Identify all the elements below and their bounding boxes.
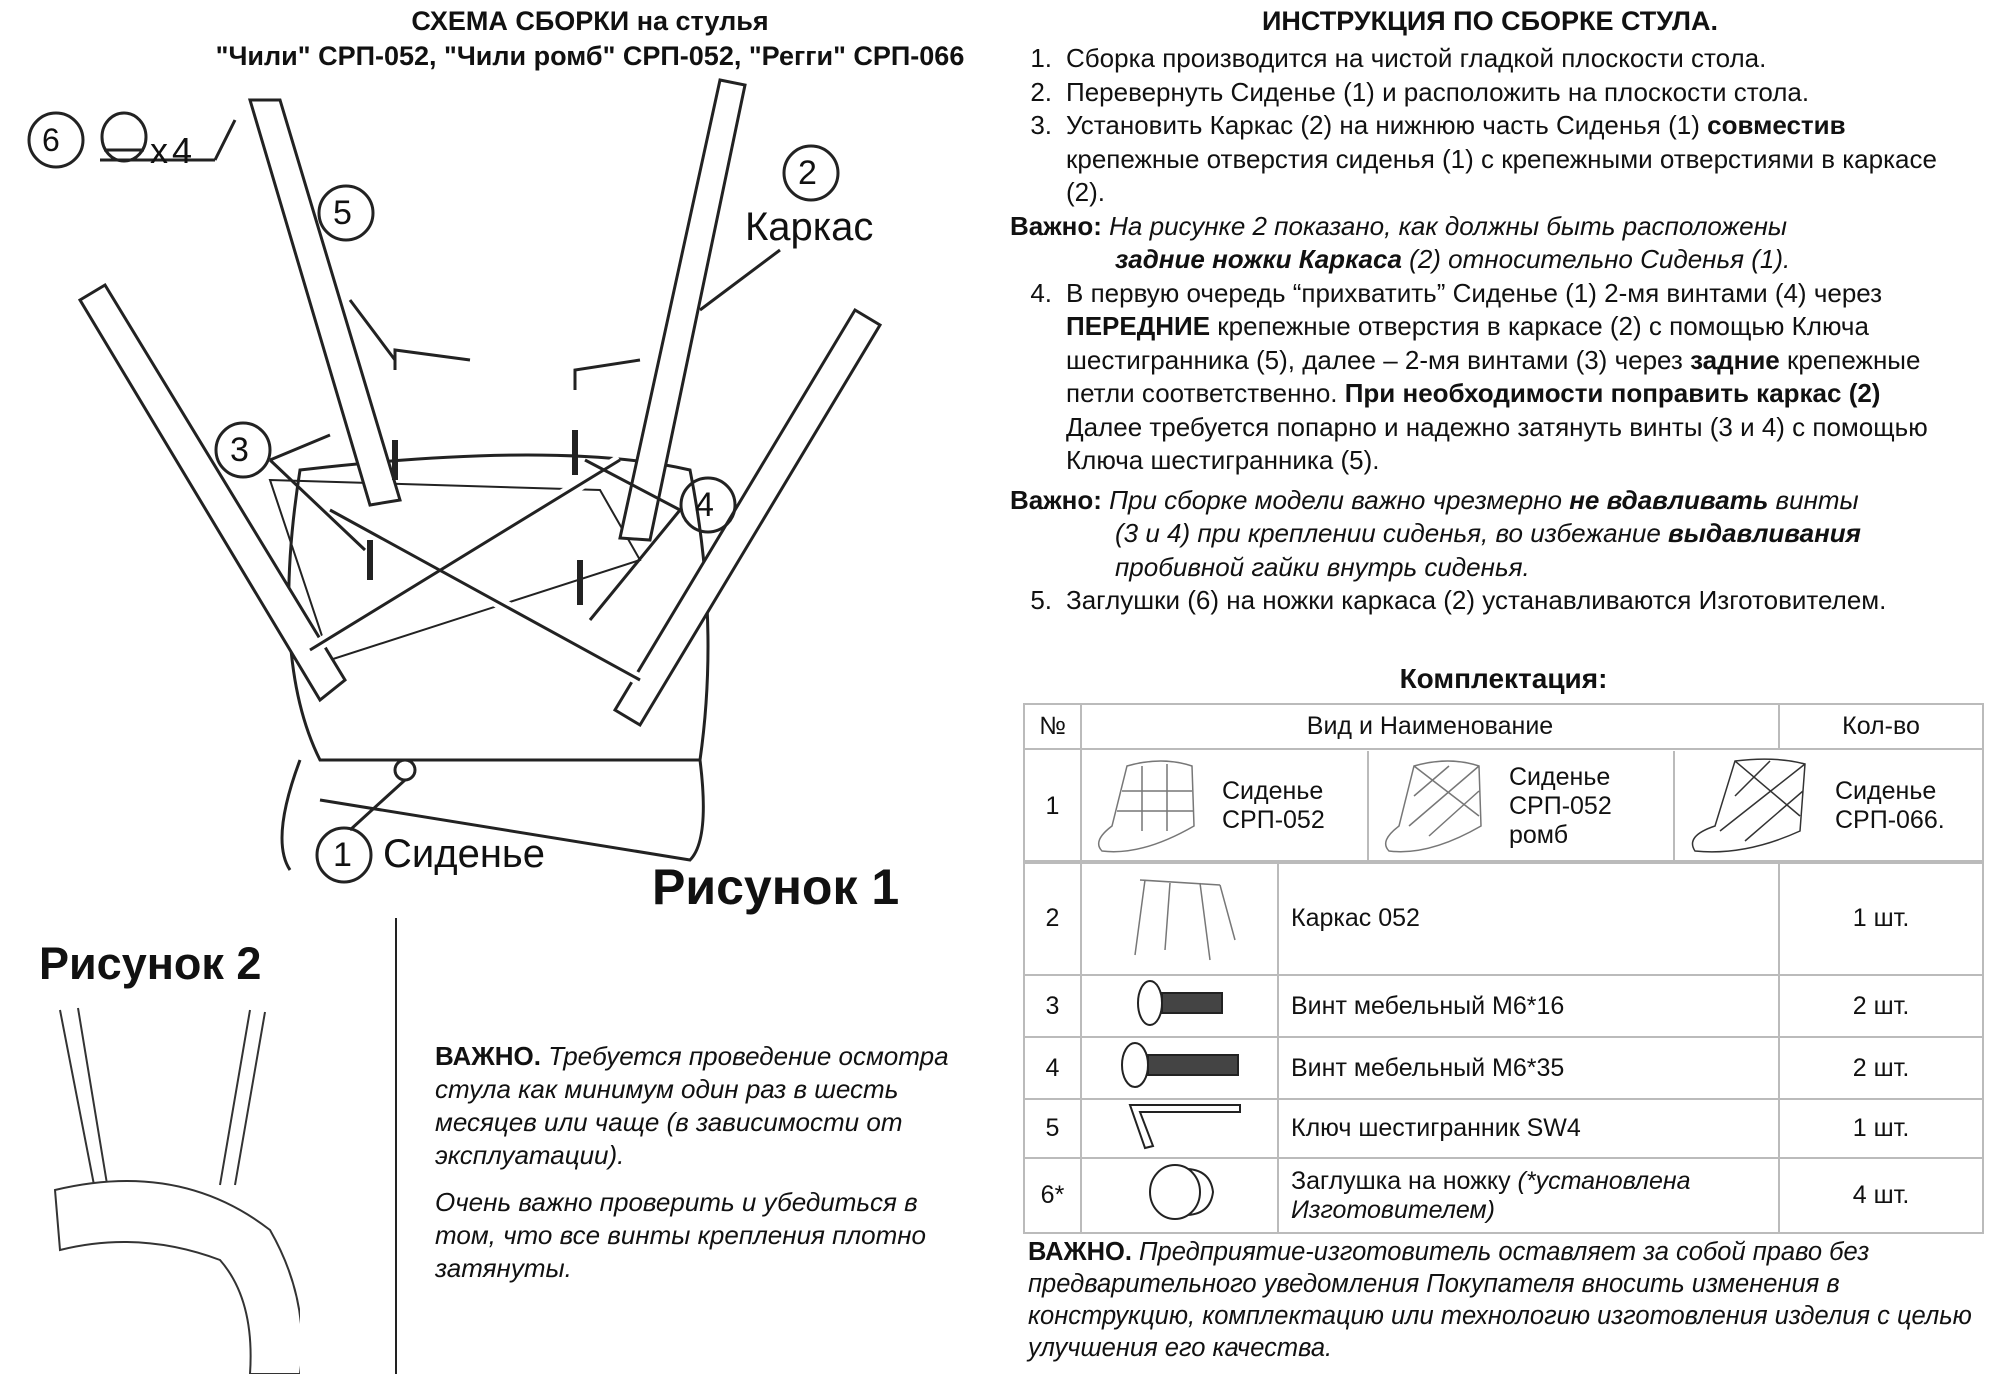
table-row [1024,1037,1983,1099]
callout-1-label: Сиденье [383,832,545,876]
table-row [1024,861,1983,975]
kit-table [1023,703,1984,864]
row-no: 6* [1024,1158,1081,1233]
step-text: Заглушки (6) на ножки каркаса (2) устанавливаются Изготовителем. [1066,585,1887,615]
row-qty: 2 шт. [1779,1037,1983,1099]
seat-052 [1082,751,1369,861]
step-text: крепежные отверстия в каркасе (2) с помощью Ключа шестигранника (5), далее – 2-мя винтами (3) через [1066,311,1869,375]
step-1 [1010,42,1990,76]
leg-cap-icon [1081,1158,1278,1233]
important-label: Важно: [1010,484,1102,515]
callout-1: 1 [333,836,352,874]
row-qty: 1 шт. [1779,1099,1983,1158]
important-bold: выдавливания [1668,518,1861,548]
step-bold: ПЕРЕДНИЕ [1066,311,1211,341]
screw-long-icon [1081,1037,1278,1099]
kit-table-parts [1023,860,1984,1234]
row-name: Винт мебельный М6*35 [1278,1037,1779,1099]
seat-066-icon [1675,756,1835,856]
row-no: 1 [1024,749,1081,863]
seat-052-romb-label: Сиденье СРП-052 ромб [1509,762,1612,849]
title-line-1: СХЕМА СБОРКИ на стулья [411,6,769,36]
row-no: 5 [1024,1099,1081,1158]
row-name: Ключ шестигранник SW4 [1278,1099,1779,1158]
title-line-2: "Чили" СРП-052, "Чили ромб" СРП-052, "Регги" СРП-066 [215,41,965,71]
callout-6-count: x 4 [150,130,190,171]
screw-short-icon [1081,975,1278,1037]
important-text: (2) относительно Сиденья (1). [1401,244,1791,274]
step-text: крепежные отверстия сиденья (1) с крепежными отверстиями в каркасе (2). [1066,143,1937,207]
row-no: 3 [1024,975,1081,1037]
callout-2-label: Каркас [745,205,874,249]
important-label: Важно: [1010,210,1102,241]
callout-4: 4 [695,486,714,524]
step-bold: задние [1690,344,1780,375]
step-bold: При необходимости поправить каркас (2) [1344,378,1881,408]
important-text: (3 и 4) при креплении сиденья, во избежание [1115,518,1669,548]
note-bold: ВАЖНО. [435,1041,541,1071]
figure-2-label: Рисунок 2 [39,938,262,989]
note-text-1: Требуется проведение осмотра стула как минимум один раз в шесть месяцев или чаще (в зависимости от эксплуатации). [435,1041,949,1170]
header-name: Вид и Наименование [1081,704,1779,749]
step-bold: совместив [1707,110,1846,140]
step-number: 2. [1030,76,1052,107]
footer-note [1028,1236,1983,1364]
step-5 [1010,584,1990,618]
row-qty: 2 шт. [1779,975,1983,1037]
note-text-2: Очень важно проверить и убедиться в том, что все винты крепления плотно затянуты. [435,1187,927,1283]
seat-066-label: Сиденье СРП-066. [1835,777,1945,834]
row-no: 2 [1024,861,1081,975]
header-qty: Кол-во [1779,704,1983,749]
instruction-title: ИНСТРУКЦИЯ ПО СБОРКЕ СТУЛА. [1261,6,1719,36]
header-no: № [1024,704,1081,749]
step-number: 3. [1030,110,1052,140]
row-name [1278,1158,1779,1233]
figure-2-diagram [40,1000,300,1374]
callout-2: 2 [798,154,817,192]
seat-052-romb [1369,751,1675,861]
important-text: пробивной гайки внутрь сиденья. [1115,551,1530,582]
table-row [1024,975,1983,1037]
row-name: Каркас 052 [1278,861,1779,975]
important-bold: задние ножки Каркаса [1115,244,1402,274]
instruction-list [1010,42,1990,618]
important-bold: не вдавливать [1569,484,1769,515]
step-text: Далее требуется попарно и надежно затянуть винты (3 и 4) с помощью Ключа шестигранника (5). [1066,411,1928,475]
table-row [1024,749,1983,863]
step-4 [1010,277,1990,478]
divider-line [395,918,397,1374]
important-text: На рисунке 2 показано, как должны быть расположены [1101,210,1788,241]
important-text: При сборке модели важно чрезмерно [1101,484,1570,515]
important-text: винты [1768,484,1859,515]
figure-1-label: Рисунок 1 [652,859,900,915]
seat-052-icon [1082,756,1222,856]
step-text: Сборка производится на чистой гладкой плоскости стола. [1066,43,1767,73]
row-no: 4 [1024,1037,1081,1099]
callout-3: 3 [230,431,249,469]
footer-bold: ВАЖНО. [1028,1238,1132,1266]
inspection-note [435,1040,965,1285]
footer-text: Предприятие-изготовитель оставляет за собой право без предварительного уведомления Покупателя вносить изменения в конструкцию, комплектацию или технологию изготовления изделия с целью улучшения его качества. [1028,1238,1972,1362]
step-text: Перевернуть Сиденье (1) и расположить на плоскости стола. [1066,76,1810,107]
row-name: Винт мебельный М6*16 [1278,975,1779,1037]
row-qty: 1 шт. [1779,861,1983,975]
frame-icon [1081,861,1278,975]
table-row [1024,1099,1983,1158]
important-2 [1010,484,1990,585]
step-text: Установить Каркас (2) на нижнюю часть Сиденья (1) [1066,110,1708,140]
seat-052-label: Сиденье СРП-052 [1222,777,1325,834]
table-header [1024,704,1983,749]
step-number: 4. [1030,277,1052,308]
step-number: 5. [1030,585,1052,615]
important-1 [1010,210,1990,277]
callout-5: 5 [333,194,352,232]
kit-title: Комплектация: [1399,663,1608,694]
step-number: 1. [1030,43,1052,73]
step-text: крепежные петли соответственно. [1066,344,1921,408]
row-name-note: (*установлена Изготовителем) [1291,1166,1691,1224]
step-3 [1010,109,1990,210]
row-name-text: Заглушка на ножку [1291,1166,1518,1195]
table-row [1024,1158,1983,1233]
hex-key-icon [1081,1099,1278,1158]
seat-052-romb-icon [1369,756,1509,856]
row-qty: 4 шт. [1779,1158,1983,1233]
step-text: В первую очередь “прихватить” Сиденье (1) 2-мя винтами (4) через [1066,277,1883,308]
callout-6: 6 [42,122,60,158]
seat-066 [1675,751,1982,861]
callout-circles [0,0,990,890]
step-2 [1010,76,1990,110]
